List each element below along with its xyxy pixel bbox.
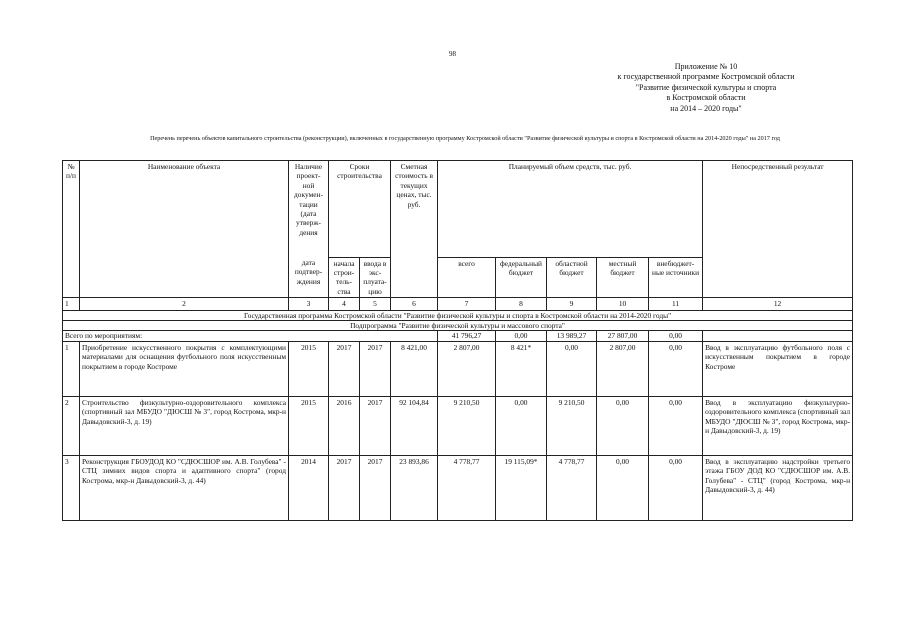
table-row [63,455,853,520]
totals-row [63,331,853,341]
header-cost: Сметная стоимость в текущих ценах, тыс. руб. [391,161,438,258]
row-name: Реконструкция ГБОУДОД КО "СДЮСШОР им. А.В. Голубева" - СТЦ зимних видов спорта и адаптивного спорта" (город Кострома, мкр-н Давыдовский-3, д. 44) [80,455,289,520]
col-number: 9 [547,298,597,310]
row-commission: 2017 [360,455,391,520]
row-regional: 0,00 [547,341,597,396]
row-cost: 8 421,00 [391,341,438,396]
col-number: 1 [63,298,80,310]
totals-result-blank [703,331,853,341]
row-result: Ввод в эксплуатацию физкультурно-оздоровительного комплекса (спортивный зал МБУДО "ДЮСШ № 3", город Кострома, мкр-н Давыдовский-3, д. 19) [703,396,853,455]
row-federal: 19 115,09* [496,455,547,520]
header-commission: ввода в экс-плуата-цию [360,257,391,298]
row-commission: 2017 [360,396,391,455]
col-number: 3 [289,298,329,310]
row-offbudget: 0,00 [649,341,703,396]
appendix-line: к государственной программе Костромской области [617,72,795,82]
totals-regional: 13 989,27 [547,331,597,341]
appendix-block [560,62,852,114]
row-num: 2 [63,396,80,455]
header-result: Непосредственный результат [703,161,853,298]
row-total: 4 778,77 [438,455,496,520]
objects-table [62,160,853,521]
document-caption: Перечень перечень объектов капитального строительства (реконструкции), включенных в государственную программу Костромской области "Развитие физической культуры и спорта в Костромской области на 2014-2020 годы" на 2017 год [150,135,780,142]
row-local: 2 807,00 [597,341,649,396]
header-date-approval: дата подтвер-ждения [289,257,329,298]
row-start: 2017 [329,455,360,520]
row-federal: 0,00 [496,396,547,455]
row-name: Строительство физкультурно-оздоровительного комплекса (спортивный зал МБУДО "ДЮСШ № 3", город Кострома, мкр-н Давыдовский-3, д. 19) [80,396,289,455]
row-offbudget: 0,00 [649,455,703,520]
row-result: Ввод в эксплуатацию надстройки третьего этажа ГБОУ ДОД КО "СДЮСШОР им. А.В. Голубева" - СТЦ" (город Кострома, мкр-н Давыдовский-3, д. 44) [703,455,853,520]
col-number: 2 [80,298,289,310]
header-federal: федеральный бюджет [496,257,547,298]
header-num: № п/п [63,161,80,298]
row-start: 2016 [329,396,360,455]
subprogram-title: Подпрограмма "Развитие физической культуры и массового спорта" [63,320,853,330]
totals-offbudget: 0,00 [649,331,703,341]
appendix-line: на 2014 – 2020 годы" [670,103,742,113]
row-regional: 9 210,50 [547,396,597,455]
row-local: 0,00 [597,455,649,520]
table-row [63,396,853,455]
column-number-row [63,298,853,310]
row-num: 3 [63,455,80,520]
row-cost: 23 893,86 [391,455,438,520]
program-title-row [63,310,853,320]
row-regional: 4 778,77 [547,455,597,520]
col-number: 12 [703,298,853,310]
col-number: 11 [649,298,703,310]
col-number: 4 [329,298,360,310]
header-project: Наличие проект-ной докумен-тации (дата утверж-дения [289,161,329,258]
row-local: 0,00 [597,396,649,455]
row-result: Ввод в эксплуатацию футбольного поля с искусственным покрытием в городе Костроме [703,341,853,396]
appendix-line: "Развитие физической культуры и спорта [635,82,777,92]
col-number: 7 [438,298,496,310]
header-total: всего [438,257,496,298]
col-number: 5 [360,298,391,310]
row-num: 1 [63,341,80,396]
row-commission: 2017 [360,341,391,396]
row-offbudget: 0,00 [649,396,703,455]
header-offbudget: внебюджет-ные источники [649,257,703,298]
col-number: 8 [496,298,547,310]
page-number: 98 [449,50,456,58]
subprogram-title-row [63,320,853,330]
appendix-line: Приложение № 10 [674,62,738,71]
totals-label: Всего по мероприятиям: [63,331,438,341]
row-name: Приобретение искусственного покрытия с комплектующими материалами для оснащения футбольного поля искусственным покрытием в городе Костроме [80,341,289,396]
row-total: 2 807,00 [438,341,496,396]
row-total: 9 210,50 [438,396,496,455]
header-planned: Планируемый объем средств, тыс. руб. [438,161,703,258]
header-start: начала строи-тель-ства [329,257,360,298]
totals-federal: 0,00 [496,331,547,341]
program-title: Государственная программа Костромской области "Развитие физической культуры и спорта в Костромской области на 2014-2020 годы" [63,310,853,320]
row-start: 2017 [329,341,360,396]
header-name: Наименование объекта [80,161,289,298]
header-cost-blank [391,257,438,298]
header-regional: областной бюджет [547,257,597,298]
appendix-line: в Костромской области [666,93,746,103]
row-project: 2014 [289,455,329,520]
row-project: 2015 [289,396,329,455]
header-row [63,161,853,258]
totals-total: 41 796,27 [438,331,496,341]
header-terms: Сроки строительства [329,161,391,258]
col-number: 6 [391,298,438,310]
row-federal: 8 421* [496,341,547,396]
row-cost: 92 104,84 [391,396,438,455]
header-local: местный бюджет [597,257,649,298]
totals-local: 27 807,00 [597,331,649,341]
table-row [63,341,853,396]
col-number: 10 [597,298,649,310]
row-project: 2015 [289,341,329,396]
